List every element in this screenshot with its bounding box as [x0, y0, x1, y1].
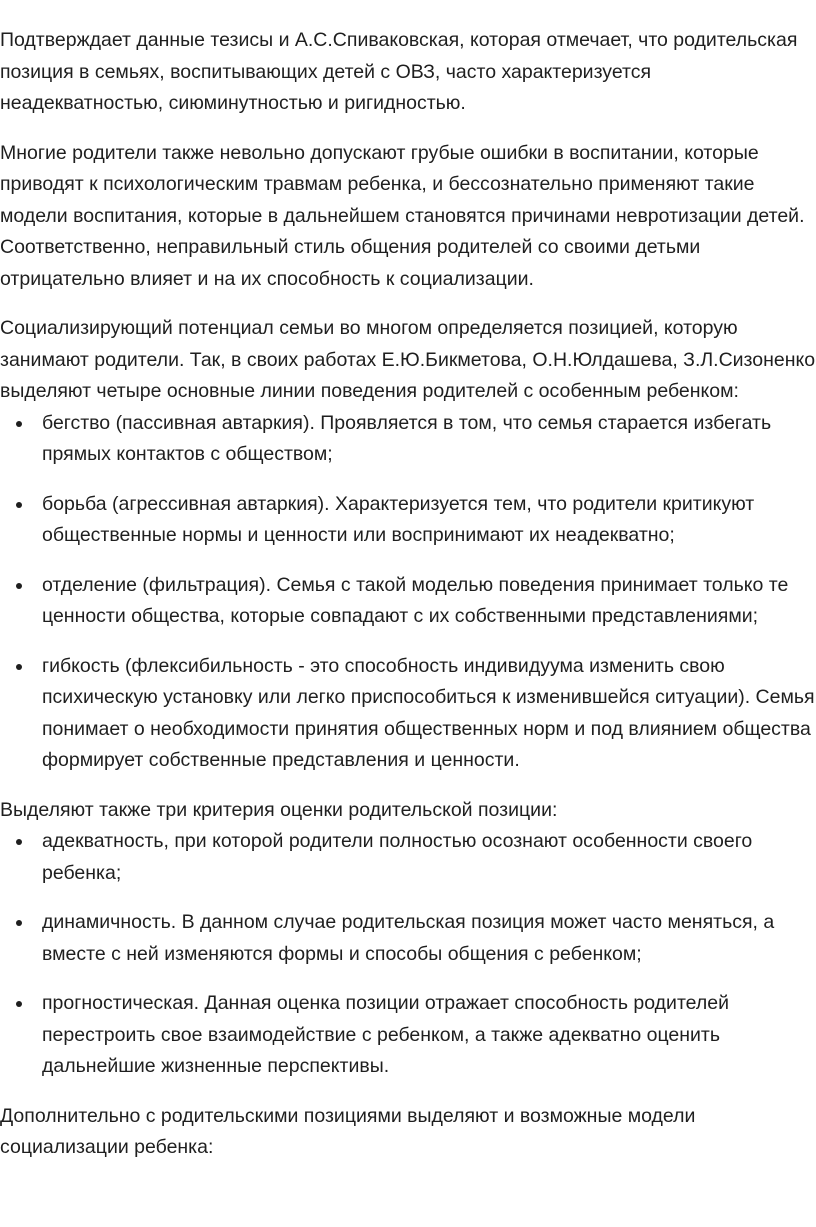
- list-item: [0, 570, 816, 633]
- list-item-text: прогностическая. Данная оценка позиции отражает способность родителей перестроить свое взаимодействие с ребенком, а также адекватно оценить дальнейшие жизненные перспективы.: [42, 992, 729, 1077]
- bullet-icon: [16, 583, 22, 589]
- bullet-icon: [16, 1001, 22, 1007]
- criteria-list: [0, 826, 816, 1083]
- behavior-lines-list: [0, 408, 816, 777]
- list-item: [0, 651, 816, 777]
- list-item-text: гибкость (флексибильность - это способность индивидуума изменить свою психическую установку или легко приспособиться к изменившейся ситуации). Семья понимает о необходимости принятия общественных норм и под влиянием общества формирует собственные представления и ценности.: [42, 654, 815, 771]
- paragraph-parent-errors: Многие родители также невольно допускают грубые ошибки в воспитании, которые приводят к психологическим травмам ребенка, и бессознательно применяют такие модели воспитания, которые в дальнейшем становятся причинами невротизации детей. Соответственно, неправильный стиль общения родителей со своими детьми отрицательно влияет и на их способность к социализации.: [0, 141, 805, 290]
- list-item: [0, 826, 816, 889]
- list-item: [0, 408, 816, 471]
- bullet-icon: [16, 920, 22, 926]
- list-item: [0, 988, 816, 1083]
- paragraph-socializing-potential: Социализирующий потенциал семьи во многом определяется позицией, которую занимают родители. Так, в своих работах Е.Ю.Бикметова, О.Н.Юлдашева, З.Л.Сизоненко выделяют четыре основные линии поведения родителей с особенным ребенком:: [0, 317, 816, 402]
- list-item-text: борьба (агрессивная автаркия). Характеризуется тем, что родители критикуют общественные нормы и ценности или воспринимают их неадекватно;: [42, 492, 755, 546]
- list-item-text: бегство (пассивная автаркия). Проявляется в том, что семья старается избегать прямых контактов с обществом;: [42, 411, 772, 465]
- list-item-text: адекватность, при которой родители полностью осознают особенности своего ребенка;: [42, 830, 753, 884]
- bullet-icon: [16, 502, 22, 508]
- bullet-icon: [16, 421, 22, 427]
- paragraph-criteria-intro: Выделяют также три критерия оценки родительской позиции:: [0, 798, 558, 821]
- list-item-text: отделение (фильтрация). Семья с такой моделью поведения принимает только те ценности общества, которые совпадают с их собственными представлениями;: [42, 573, 789, 627]
- bullet-icon: [16, 839, 22, 845]
- list-item: [0, 907, 816, 970]
- paragraph-socialization-models: Дополнительно с родительскими позициями выделяют и возможные модели социализации ребенка:: [0, 1104, 696, 1158]
- bullet-icon: [16, 664, 22, 670]
- paragraph-spivakovskaya: Подтверждает данные тезисы и А.С.Спиваковская, которая отмечает, что родительская позиция в семьях, воспитывающих детей с ОВЗ, часто характеризуется неадекватностью, сиюминутностью и ригидностью.: [0, 29, 798, 114]
- list-item-text: динамичность. В данном случае родительская позиция может часто меняться, а вместе с ней изменяются формы и способы общения с ребенком;: [42, 911, 775, 965]
- list-item: [0, 489, 816, 552]
